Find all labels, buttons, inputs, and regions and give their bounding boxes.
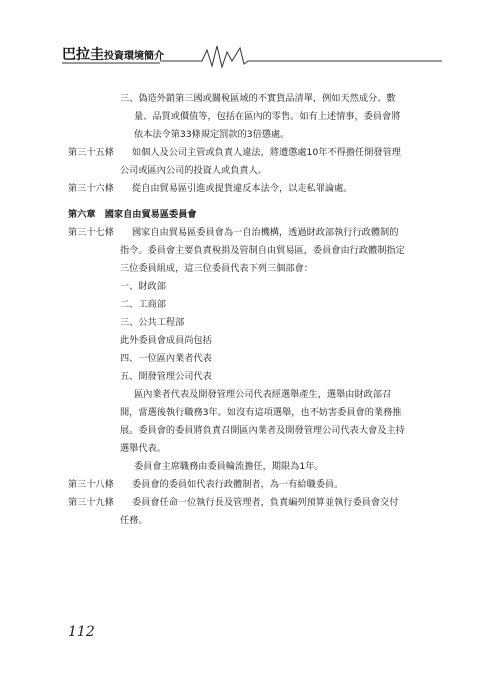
list-item: 三、公共工程部 (120, 317, 185, 328)
text-line: 委員會的委員如代表行政體制者，為一有給職委員。 (132, 479, 344, 490)
text-line: 三位委員組成，這三位委員代表下列三個部會： (120, 263, 313, 274)
page-header (62, 40, 442, 70)
article-36 (68, 180, 420, 198)
article-label: 第三十八條 (68, 479, 114, 490)
article-37 (68, 224, 420, 242)
article-label: 第三十七條 (68, 227, 114, 238)
text-line: 選舉代表。 (120, 443, 166, 454)
text-line: 開，當選後執行職務3年。如沒有這項選舉，也不妨害委員會的業務推 (120, 407, 402, 418)
text-line: 國家自由貿易區委員會為一自治機構，透過財政部執行行政體制的 (132, 227, 399, 238)
chapter-heading: 第六章 國家自由貿易區委員會 (68, 209, 197, 220)
text-line: 指令。委員會主要負責稅捐及管制自由貿易區，委員會由行政體制指定 (120, 245, 405, 256)
article-label: 第三十五條 (68, 147, 114, 158)
list-item: 二、工商部 (120, 299, 166, 310)
header-title-sub: 投資環境簡介 (104, 51, 164, 62)
text-line: 依本法令第33條規定罰款的3倍懲處。 (134, 129, 290, 140)
list-item: 五、開發管理公司代表 (120, 371, 212, 382)
text-line: 區內業者代表及開發管理公司代表經選舉產生，選舉由財政部召 (134, 389, 392, 400)
article-label: 第三十九條 (68, 497, 114, 508)
text-line: 委員會主席職務由委員輪流擔任，期限為1年。 (134, 461, 324, 472)
document-body (68, 90, 420, 530)
text-line: 展。委員會的委員將負責召開區內業者及開發管理公司代表大會及主持 (120, 425, 405, 436)
text-line: 三、偽造外銷第三國或關稅區域的不實貨品清單，例如天然成分、數 (120, 93, 396, 104)
text-line: 委員會任命一位執行長及管理者，負責編列預算並執行委員會交付 (132, 497, 399, 508)
text-line: 任務。 (120, 515, 148, 526)
text-line: 從自由貿易區引進或提貨違反本法令，以走私罪論處。 (132, 183, 353, 194)
article-label: 第三十六條 (68, 183, 114, 194)
page-number: 112 (68, 624, 95, 640)
article-35 (68, 144, 420, 162)
text-line: 量、品質或價值等，包括在區內的零售。如有上述情事，委員會將 (134, 111, 401, 122)
header-title-main: 巴拉圭 (62, 47, 104, 63)
list-item: 一、財政部 (120, 281, 166, 292)
header-title (62, 44, 164, 64)
text-line: 公司或區內公司的投資人或負責人。 (120, 165, 267, 176)
text-line: 如個人及公司主管或負責人違法，將遭懲處10年不得擔任開發管理 (132, 147, 401, 158)
text-line: 此外委員會成員尚包括 (120, 335, 212, 346)
article-38 (68, 476, 420, 494)
list-item: 四、一位區內業者代表 (120, 353, 212, 364)
article-39 (68, 494, 420, 512)
